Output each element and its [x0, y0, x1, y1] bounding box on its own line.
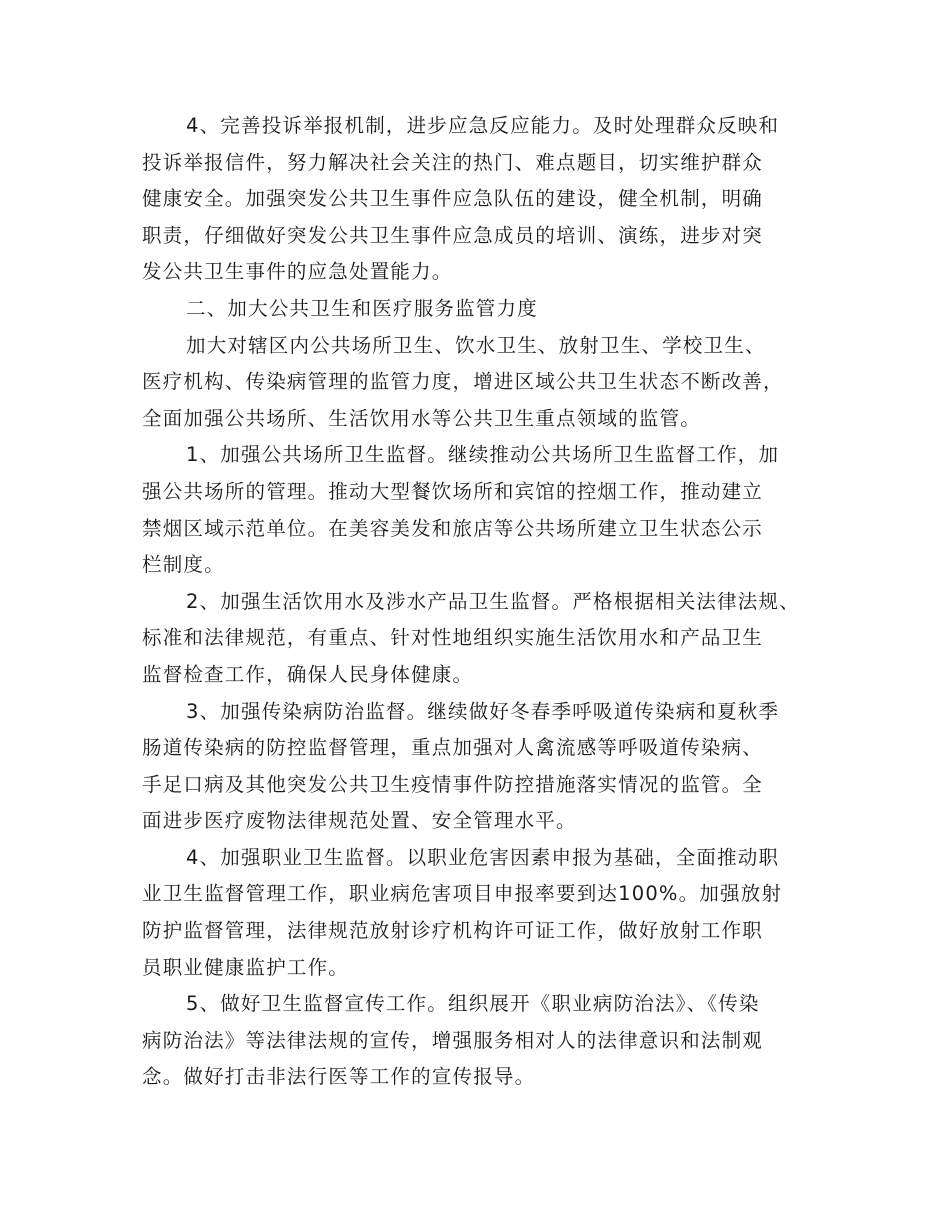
text-line: 4、加强职业卫生监督。以职业危害因素申报为基础，全面推动职	[186, 845, 780, 869]
text-line: 3、加强传染病防治监督。继续做好冬春季呼吸道传染病和夏秋季	[186, 699, 780, 723]
section-heading	[142, 291, 822, 328]
text-line: 强公共场所的管理。推动大型餐饮场所和宾馆的控烟工作，推动建立	[142, 479, 764, 503]
text-line: 职责，仔细做好突发公共卫生事件应急成员的培训、演练，进步对突	[142, 223, 764, 247]
text-line: 2、加强生活饮用水及涉水产品卫生监督。严格根据相关法律法规、	[186, 589, 800, 613]
document-body	[142, 108, 822, 1096]
paragraph-occupational-health	[142, 840, 822, 986]
text-line: 发公共卫生事件的应急处置能力。	[142, 260, 453, 284]
text-line: 业卫生监督管理工作，职业病危害项目申报率要到达100%。加强放射	[142, 882, 783, 906]
text-line: 健康安全。加强突发公共卫生事件应急队伍的建设，健全机制，明确	[142, 187, 764, 211]
text-line: 防护监督管理，法律规范放射诊疗机构许可证工作，做好放射工作职	[142, 919, 764, 943]
paragraph-drinking-water	[142, 584, 822, 694]
paragraph-infectious-disease	[142, 694, 822, 840]
paragraph-publicity	[142, 986, 822, 1096]
section-heading-text: 二、加大公共卫生和医疗服务监管力度	[186, 296, 538, 320]
text-line: 5、做好卫生监督宣传工作。组织展开《职业病防治法》、《传染	[186, 992, 760, 1016]
text-line: 医疗机构、传染病管理的监管力度，增进区域公共卫生状态不断改善，	[142, 370, 784, 394]
text-line: 禁烟区域示范单位。在美容美发和旅店等公共场所建立卫生状态公示	[142, 516, 764, 540]
text-line: 面进步医疗废物法律规范处置、安全管理水平。	[142, 809, 577, 833]
text-line: 1、加强公共场所卫生监督。继续推动公共场所卫生监督工作，加	[186, 443, 780, 467]
text-line: 员职业健康监护工作。	[142, 955, 350, 979]
text-line: 念。做好打击非法行医等工作的宣传报导。	[142, 1065, 536, 1089]
text-line: 手足口病及其他突发公共卫生疫情事件防控措施落实情况的监管。全	[142, 772, 764, 796]
text-line: 监督检查工作，确保人民身体健康。	[142, 662, 474, 686]
paragraph-supervision-overview	[142, 328, 822, 438]
paragraph-complaint-mechanism	[142, 108, 822, 291]
text-line: 标准和法律规范，有重点、针对性地组织实施生活饮用水和产品卫生	[142, 626, 764, 650]
text-line: 投诉举报信件，努力解决社会关注的热门、难点题目，切实维护群众	[142, 150, 764, 174]
text-line: 全面加强公共场所、生活饮用水等公共卫生重点领域的监管。	[142, 406, 701, 430]
paragraph-public-places	[142, 437, 822, 583]
text-line: 加大对辖区内公共场所卫生、饮水卫生、放射卫生、学校卫生、	[186, 333, 766, 357]
text-line: 4、完善投诉举报机制，进步应急反应能力。及时处理群众反映和	[186, 114, 780, 137]
text-line: 病防治法》等法律法规的宣传，增强服务相对人的法律意识和法制观	[142, 1028, 764, 1052]
text-line: 肠道传染病的防控监督管理，重点加强对人禽流感等呼吸道传染病、	[142, 736, 764, 760]
text-line: 栏制度。	[142, 553, 225, 577]
